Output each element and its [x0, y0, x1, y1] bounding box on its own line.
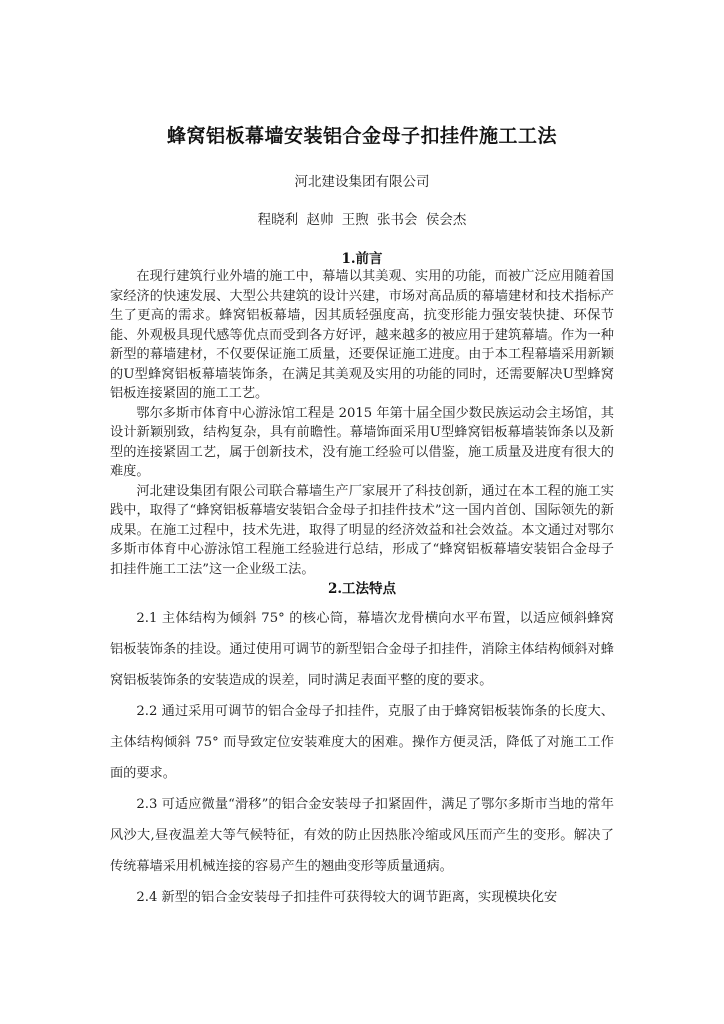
- paragraph: 在现行建筑行业外墙的施工中，幕墙以其美观、实用的功能，而被广泛应用随着国家经济的快速发展、大型公共建筑的设计兴建，市场对高品质的幕墙建材和技术指标产生了更高的需求。蜂窝铝板幕墙，因其质轻强度高，抗变形能力强安装快捷、环保节能、外观极具现代感等优点而受到各方好评，越来越多的被应用于建筑幕墙。作为一种新型的幕墙建材，不仅要保证施工质量，还要保证施工进度。由于本工程幕墙采用新颖的U型蜂窝铝板幕墙装饰条，在满足其美观及实用的功能的同时，还需要解决U型蜂窝铝板连接紧固的施工工艺。: [110, 269, 614, 401]
- section-body-features: [110, 603, 614, 913]
- section-heading-features: 2.工法特点: [327, 581, 397, 597]
- document-title: 蜂窝铝板幕墙安装铝合金母子扣挂件施工工法: [166, 125, 557, 147]
- organization: 河北建设集团有限公司: [294, 174, 430, 190]
- section-heading-preface: 1.前言: [341, 251, 383, 267]
- paragraph: 2.4 新型的铝合金安装母子扣挂件可获得较大的调节距离，实现模块化安: [136, 890, 558, 905]
- paragraph: 2.3 可适应微量“滑移”的铝合金安装母子扣紧固件，满足了鄂尔多斯市当地的常年风沙大,昼夜温差大等气候特征，有效的防止因热胀冷缩或风压而产生的变形。解决了传统幕墙采用机械连接的容易产生的翘曲变形等质量通病。: [110, 797, 614, 874]
- paragraph: 2.1 主体结构为倾斜 75° 的核心筒，幕墙次龙骨横向水平布置，以适应倾斜蜂窝铝板装饰条的挂设。通过使用可调节的新型铝合金母子扣挂件，消除主体结构倾斜对蜂窝铝板装饰条的安装造成的误差，同时满足表面平整的度的要求。: [110, 611, 614, 688]
- author-list: 程晓利 赵帅 王煦 张书会 侯会杰: [257, 212, 467, 228]
- section-body-preface: [110, 267, 614, 579]
- paragraph: 河北建设集团有限公司联合幕墙生产厂家展开了科技创新，通过在本工程的施工实践中，取得了“蜂窝铝板幕墙安装铝合金母子扣挂件技术”这一国内首创、国际领先的新成果。在施工过程中，技术先进，取得了明显的经济效益和社会效益。本文通过对鄂尔多斯市体育中心游泳馆工程施工经验进行总结，形成了“蜂窝铝板幕墙安装铝合金母子扣挂件施工工法”这一企业级工法。: [110, 483, 614, 577]
- paragraph: 2.2 通过采用可调节的铝合金母子扣挂件，克服了由于蜂窝铝板装饰条的长度大、主体结构倾斜 75° 而导致定位安装难度大的困难。操作方便灵活，降低了对施工工作面的要求。: [110, 704, 614, 781]
- paragraph: 鄂尔多斯市体育中心游泳馆工程是 2015 年第十届全国少数民族运动会主场馆，其设计新颖别致，结构复杂，具有前瞻性。幕墙饰面采用U型蜂窝铝板幕墙装饰条以及新型的连接紧固工艺，属于创新技术，没有施工经验可以借鉴，施工质量及进度有很大的难度。: [110, 405, 614, 479]
